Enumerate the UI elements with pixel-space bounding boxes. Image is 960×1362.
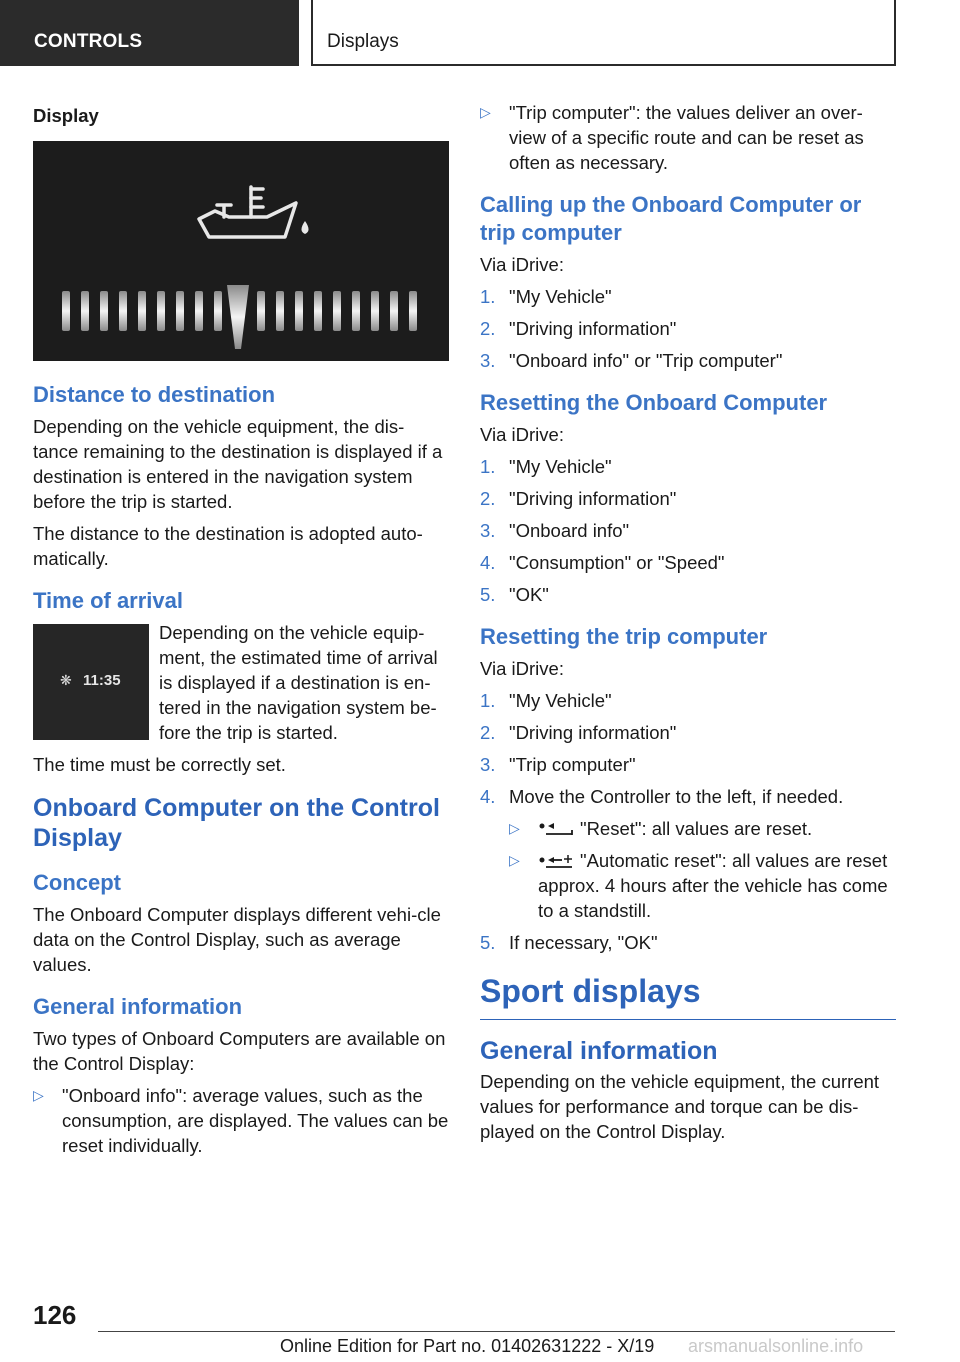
- general-paragraph: Two types of Onboard Computers are available on the Control Display:: [33, 1028, 446, 1074]
- reset-onboard-heading: Resetting the Onboard Computer: [480, 390, 828, 415]
- reset-onboard-via: Via iDrive:: [480, 424, 564, 445]
- list-item: ▷ "Reset": all values are reset.: [509, 818, 813, 839]
- reset-onboard-steps: [480, 454, 896, 607]
- arrival-image: [33, 624, 149, 740]
- step-item: 4. Move the Controller to the left, if needed. ▷ "Reset": all values are reset. ▷ "Automatic reset": all values are reset approx. 4 hours after the vehicle has come to a standstill.: [480, 784, 896, 923]
- triangle-marker-icon: ▷: [480, 104, 491, 120]
- oil-drop-icon: [302, 221, 309, 234]
- step-item: 5. "OK": [480, 584, 549, 605]
- general-heading: General information: [33, 994, 243, 1019]
- step-item: 1. "My Vehicle": [480, 456, 612, 477]
- distance-paragraph-2: The distance to the destination is adopted auto-matically.: [33, 523, 423, 569]
- step-item: 2. "Driving information": [480, 488, 677, 509]
- calling-heading: Calling up the Onboard Computer or trip computer: [480, 192, 862, 245]
- triangle-marker-icon: ▷: [509, 820, 520, 836]
- section-tab: CONTROLS: [0, 0, 299, 66]
- reset-trip-via: Via iDrive:: [480, 658, 564, 679]
- onboard-types-list: [33, 1083, 449, 1158]
- chapter-title: Displays: [311, 0, 896, 66]
- triangle-marker-icon: ▷: [509, 852, 520, 868]
- step-item: 3. "Trip computer": [480, 754, 636, 775]
- calling-steps: [480, 284, 896, 373]
- triangle-marker-icon: ▷: [33, 1087, 44, 1103]
- step-item: 5. If necessary, "OK": [480, 932, 658, 953]
- watermark: arsmanualsonline.info: [688, 1336, 864, 1356]
- distance-heading: Distance to destination: [33, 382, 276, 407]
- step-item: 1. "My Vehicle": [480, 690, 612, 711]
- step-item: 1. "My Vehicle": [480, 286, 612, 307]
- display-heading: Display: [33, 105, 99, 126]
- concept-paragraph: The Onboard Computer displays different vehi-cle data on the Control Display, such as average values.: [33, 904, 441, 975]
- arrival-paragraph-1: Depending on the vehicle equip-ment, the estimated time of arrival is displayed if a destination is en-tered in the navigation system be-fore the trip is started.: [159, 622, 438, 743]
- auto-reset-icon: [538, 853, 576, 869]
- trip-types-list: [480, 100, 896, 175]
- reset-icon: [538, 821, 576, 837]
- sport-general-heading: General information: [480, 1037, 718, 1065]
- oil-can-icon: [199, 187, 296, 237]
- right-column: [480, 100, 896, 1151]
- left-column: [33, 100, 449, 1165]
- reset-options-list: [509, 816, 896, 923]
- calling-via: Via iDrive:: [480, 254, 564, 275]
- footer-edition: Online Edition for Part no. 01402631222 - X/19: [280, 1336, 655, 1356]
- reset-trip-steps: [480, 688, 896, 955]
- list-item: ▷ "Trip computer": the values deliver an over-view of a specific route and can be reset as often as necessary.: [480, 102, 864, 173]
- onboard-heading: Onboard Computer on the Control Display: [33, 794, 440, 852]
- step-item: 2. "Driving information": [480, 318, 677, 339]
- list-item: ▷ "Onboard info": average values, such as the consumption, are displayed. The values can be reset individually.: [33, 1085, 449, 1156]
- sport-paragraph: Depending on the vehicle equipment, the current values for performance and torque can be dis-played on the Control Display.: [480, 1071, 880, 1142]
- destination-flag-icon: ❋: [60, 672, 72, 688]
- arrival-time: 11:35: [83, 672, 121, 689]
- step-item: 3. "Onboard info": [480, 520, 630, 541]
- display-image: [33, 141, 449, 361]
- distance-paragraph-1: Depending on the vehicle equipment, the dis-tance remaining to the destination is displayed if a destination is entered in the navigation system before the trip is started.: [33, 416, 443, 512]
- concept-heading: Concept: [33, 870, 121, 895]
- bar-gauge: [62, 285, 417, 349]
- reset-trip-heading: Resetting the trip computer: [480, 624, 768, 649]
- step-item: 2. "Driving information": [480, 722, 677, 743]
- sport-displays-heading: Sport displays: [480, 971, 896, 1020]
- list-item: ▷ "Automatic reset": all values are reset approx. 4 hours after the vehicle has come to a standstill.: [509, 850, 888, 921]
- arrival-paragraph-2: The time must be correctly set.: [33, 754, 286, 775]
- arrival-block: [33, 620, 449, 752]
- display-svg: [33, 141, 449, 361]
- footer-divider: [98, 1331, 895, 1332]
- arrival-heading: Time of arrival: [33, 588, 183, 613]
- step-item: 3. "Onboard info" or "Trip computer": [480, 350, 783, 371]
- step-item: 4. "Consumption" or "Speed": [480, 552, 725, 573]
- page-number: 126: [33, 1300, 77, 1330]
